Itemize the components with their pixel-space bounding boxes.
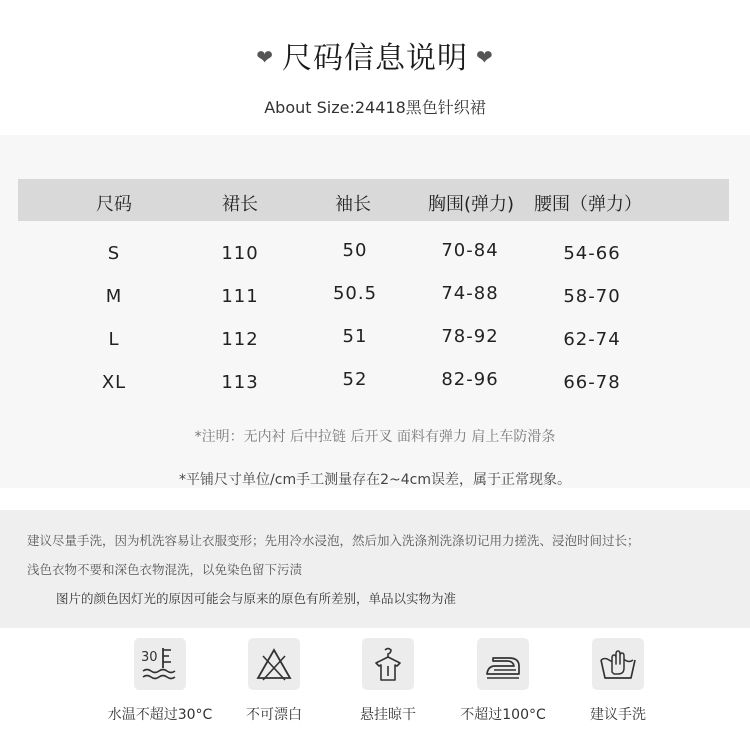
table-cell-waist: 66-78 bbox=[563, 372, 621, 393]
page-title-row bbox=[0, 33, 750, 77]
hang-dry-icon bbox=[368, 644, 408, 684]
table-cell-skirt-length: 113 bbox=[221, 372, 259, 393]
table-cell-size: XL bbox=[101, 372, 127, 393]
table-cell-bust: 70-84 bbox=[441, 240, 499, 261]
page-subtitle: About Size:24418黑色针织裙 bbox=[264, 98, 486, 117]
page-title: 尺码信息说明 bbox=[282, 41, 468, 76]
hand-wash-icon bbox=[598, 644, 638, 684]
column-header-bust: 胸围(弹力) bbox=[427, 194, 515, 215]
care-line-color-disclaimer: 图片的颜色因灯光的原因可能会与原来的原色有所差别，单品以实物为准 bbox=[56, 591, 457, 606]
wash-temperature-text: 30 bbox=[141, 650, 158, 665]
table-cell-sleeve-length: 50.5 bbox=[332, 283, 378, 304]
iron-icon bbox=[483, 644, 523, 684]
care-icon-label: 水温不超过30°C bbox=[107, 707, 213, 723]
table-cell-waist: 58-70 bbox=[563, 286, 621, 307]
column-header-skirt-length: 裙长 bbox=[222, 194, 258, 215]
care-instructions bbox=[0, 510, 750, 628]
table-cell-bust: 78-92 bbox=[441, 326, 499, 347]
table-cell-skirt-length: 111 bbox=[221, 286, 259, 307]
table-header bbox=[18, 179, 729, 221]
wash-30-icon bbox=[140, 644, 180, 684]
care-icon-label: 建议手洗 bbox=[590, 707, 646, 723]
table-cell-waist: 54-66 bbox=[563, 243, 621, 264]
table-cell-skirt-length: 112 bbox=[221, 329, 259, 350]
care-icon-tile bbox=[592, 638, 644, 690]
care-line-wash: 建议尽量手洗，因为机洗容易让衣服变形；先用冷水浸泡，然后加入洗涤剂洗涤切记用力搓洗、浸泡时间过长； bbox=[27, 533, 640, 548]
care-icon-tile bbox=[362, 638, 414, 690]
care-icon-label: 不可漂白 bbox=[246, 707, 302, 723]
care-icon-tile bbox=[134, 638, 186, 690]
table-cell-size: L bbox=[108, 329, 120, 350]
table-cell-skirt-length: 110 bbox=[221, 243, 259, 264]
care-icon-tile bbox=[477, 638, 529, 690]
remark-note: *注明：无内衬 后中拉链 后开叉 面料有弹力 肩上车防滑条 bbox=[194, 429, 556, 445]
heart-icon-left: ❤ bbox=[256, 44, 274, 69]
care-line-separate: 浅色衣物不要和深色衣物混洗，以免染色留下污渍 bbox=[27, 562, 303, 577]
table-cell-sleeve-length: 51 bbox=[342, 326, 368, 347]
table-cell-bust: 82-96 bbox=[441, 369, 499, 390]
table-cell-waist: 62-74 bbox=[563, 329, 621, 350]
no-bleach-icon bbox=[254, 644, 294, 684]
column-header-sleeve-length: 袖长 bbox=[335, 194, 371, 215]
measurement-note: *平铺尺寸单位/cm手工测量存在2~4cm误差，属于正常现象。 bbox=[179, 472, 571, 488]
table-cell-size: M bbox=[105, 286, 123, 307]
column-header-waist: 腰围（弹力） bbox=[534, 194, 642, 215]
care-icons-row bbox=[0, 628, 750, 754]
care-icon-label: 悬挂晾干 bbox=[360, 707, 416, 723]
size-section bbox=[0, 135, 750, 488]
heart-icon-right: ❤ bbox=[476, 44, 494, 69]
table-cell-size: S bbox=[107, 243, 121, 264]
column-header-size: 尺码 bbox=[96, 194, 132, 215]
care-icon-label: 不超过100°C bbox=[460, 707, 546, 723]
table-cell-sleeve-length: 50 bbox=[342, 240, 368, 261]
table-cell-sleeve-length: 52 bbox=[342, 369, 368, 390]
table-cell-bust: 74-88 bbox=[441, 283, 499, 304]
care-icon-tile bbox=[248, 638, 300, 690]
header bbox=[0, 0, 750, 135]
